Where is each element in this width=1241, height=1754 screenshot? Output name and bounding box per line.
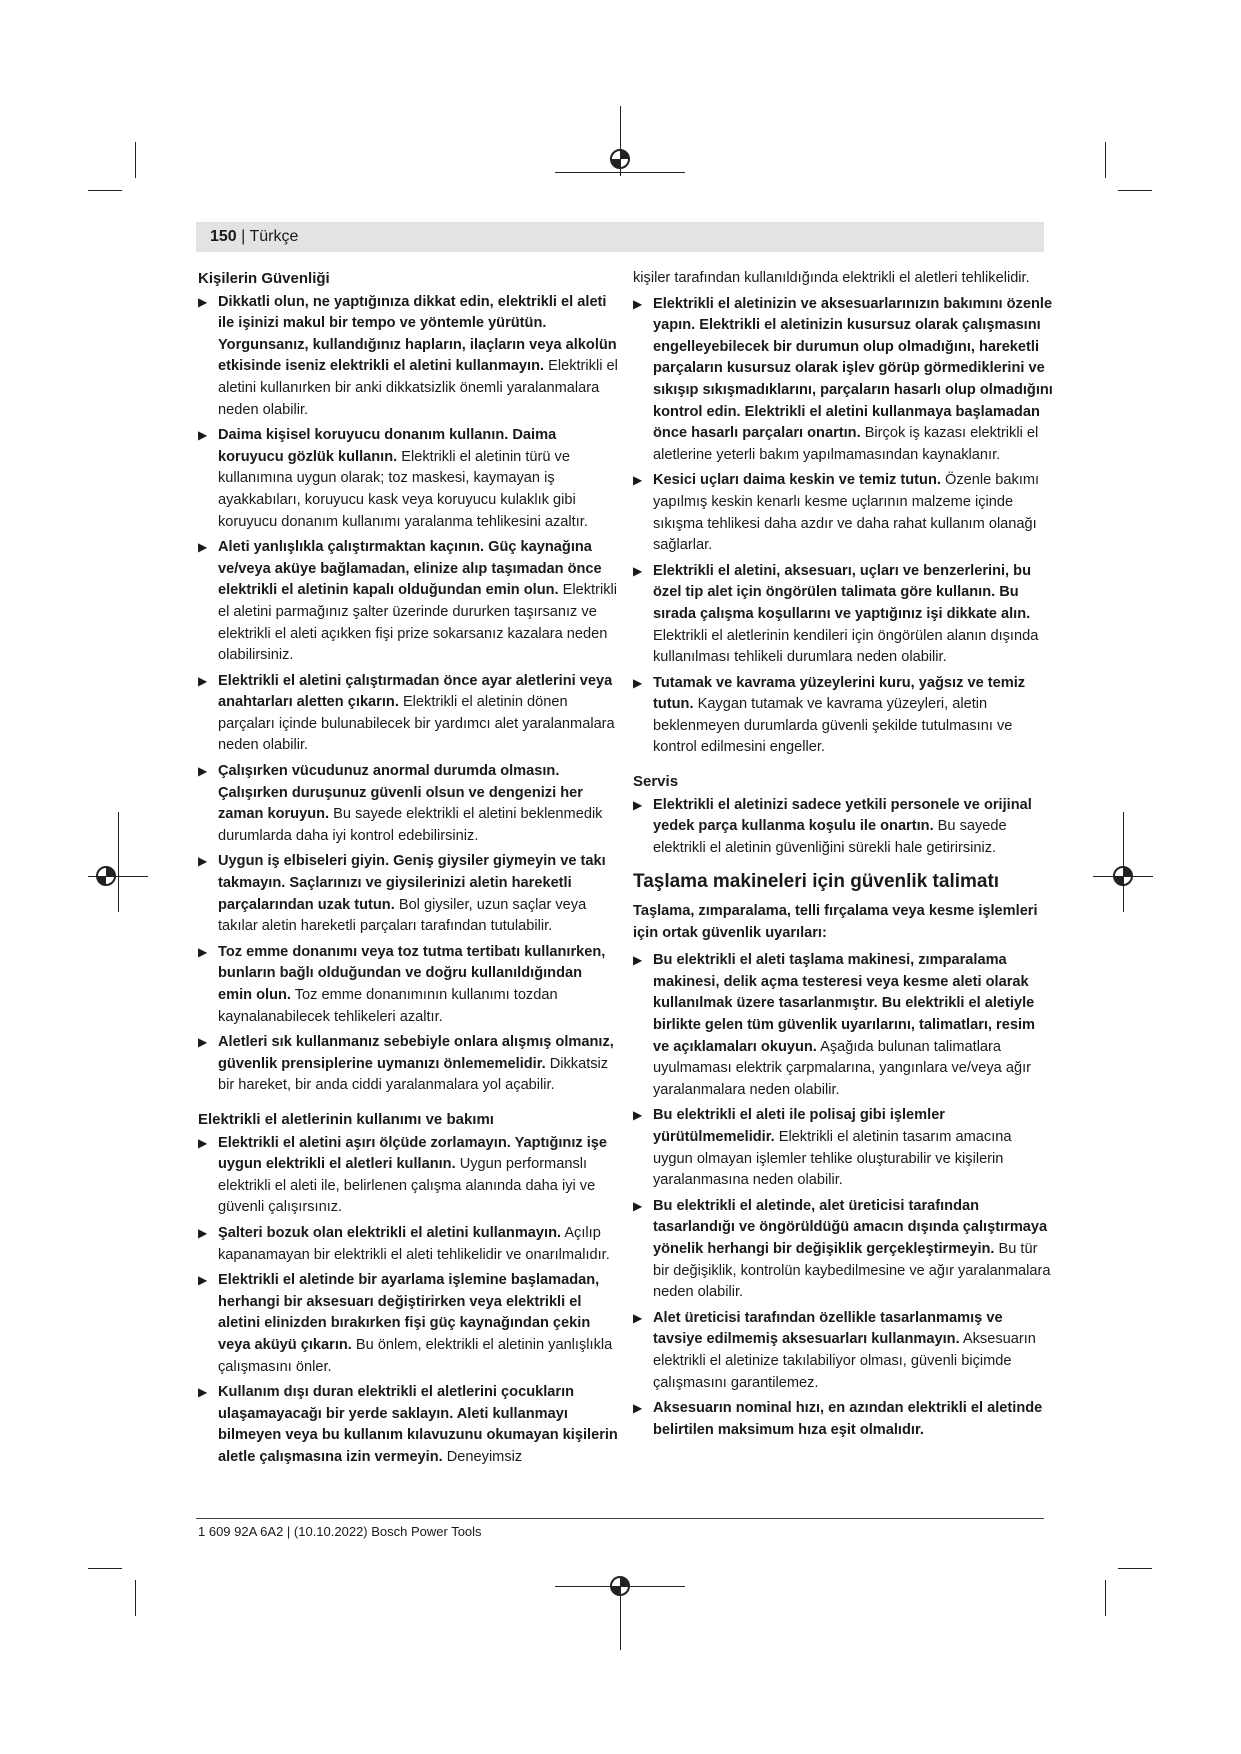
item-text: Kaygan tutamak ve kavrama yüzeyleri, aletin beklenmeyen durumlarda güvenli şekilde tutulmasını ve kontrol edilmesini engeller. [653, 696, 1013, 756]
registration-target-icon [93, 863, 119, 889]
list-item [198, 537, 618, 667]
list-item [198, 1382, 618, 1468]
bullet-arrow-icon: ▶ [198, 1385, 208, 1400]
page-number: 150 [210, 228, 237, 245]
item-bold-text: Dikkatli olun, ne yaptığınıza dikkat edin, elektrikli el aleti ile işinizi makul bir tempo ve yöntemle yürütün. Yorgunsanız, kullandığınız hapların, ilaçların veya alkolün etkisinde iseniz elektrikli el aletini kullanmayın. [218, 293, 617, 375]
item-bold-text: Aleti yanlışlıkla çalıştırmaktan kaçının. Güç kaynağına ve/veya aküye bağlamadan, elinize alıp taşımadan önce elektrikli el aletinin kapalı olduğundan emin olun. [218, 539, 602, 599]
list-item [633, 561, 1053, 669]
crop-mark [1123, 812, 1124, 912]
item-bold-text: Bu elektrikli el aleti ile polisaj gibi işlemler yürütülmemelidir. [653, 1107, 945, 1145]
item-text: Uygun performanslı elektrikli el aleti ile, belirlenen çalışma alanında daha iyi ve güvenli çalışırsınız. [218, 1156, 596, 1216]
bullet-arrow-icon: ▶ [198, 1035, 208, 1050]
item-text: Aksesuarın elektrikli el aletinize takılabiliyor olması, güvenli biçimde çalışmasını garantilemez. [653, 1331, 1036, 1391]
item-text: Deneyimsiz [442, 1448, 523, 1465]
list-item [633, 294, 1053, 467]
item-text: Bu sayede elektrikli el aletini beklenmedik durumlarda daha iyi kontrol edebilirsiniz. [218, 806, 603, 844]
section-title-personal-safety: Kişilerin Güvenliği [198, 270, 330, 287]
bullet-arrow-icon: ▶ [633, 1108, 643, 1123]
list-item [198, 425, 618, 533]
item-bold-text: Elektrikli el aletini, aksesuarı, uçları ve benzerlerini, bu özel tip alet için öngörülen talimata göre kullanın. Bu sırada çalışma koşullarını ve yaptığınız işi dikkate alın. [653, 562, 1031, 622]
crop-mark [135, 142, 136, 178]
item-bold-text: Kesici uçları daima keskin ve temiz tutun. [653, 472, 941, 489]
list-item [633, 1308, 1053, 1394]
bullet-arrow-icon: ▶ [633, 473, 643, 488]
list-item [633, 795, 1053, 860]
section-title-grinder-safety: Taşlama makineleri için güvenlik talimatı [633, 871, 1000, 893]
item-bold-text: Elektrikli el aletinizi sadece yetkili personele ve orijinal yedek parça kullanma koşulu ile onartın. [653, 796, 1032, 835]
list-item [198, 1032, 618, 1097]
item-bold-text: Elektrikli el aletinizin ve aksesuarlarınızın bakımını özenle yapın. Elektrikli el aletinizin kusursuz olarak çalışmasını engelleyebilecek bir durumun olup olmadığını, hareketli parçaların kusursuz olarak işlev görüp görmediklerini ve sıkışıp sıkışmadıklarını, parçaların hasarlı olup olmadığını kontrol edin. Elektrikli el aletini kullanmaya başlamadan önce hasarlı parçaları onartın. [653, 295, 1053, 442]
item-bold-text: Elektrikli el aletini çalıştırmadan önce ayar aletlerini veya anahtarları aletten çıkarın. [218, 672, 613, 711]
bullet-arrow-icon: ▶ [198, 428, 208, 443]
item-bold-text: Bu elektrikli el aletinde, alet üreticisi tarafından tasarlandığı ve öngörüldüğü amacın dışında çalıştırmaya yönelik herhangi bir değişiklik gerçekleştirmeyin. [653, 1197, 1048, 1257]
list-item [633, 1196, 1053, 1304]
item-bold-text: Kullanım dışı duran elektrikli el aletlerini çocukların ulaşamayacağı bir yerde saklayın. Aleti kullanmayı bilmeyen veya bu kullanım kılavuzunu okumayan kişilerin aletle çalışmasına izin vermeyin. [218, 1384, 618, 1465]
right-column [633, 268, 1053, 1445]
item-text: Elektrikli el aletinin türü ve kullanımına uygun olarak; toz maskesi, kaymayan iş ayakkabıları, koruyucu kask veya koruyucu kulaklık gibi koruyucu donanım kullanımı yaralanma tehlikesini azaltır. [218, 448, 588, 530]
bullet-arrow-icon: ▶ [198, 540, 208, 555]
registration-target-icon [607, 146, 633, 172]
item-text: Dikkatsiz bir hareket, bir anda ciddi yaralanmalara yol açabilir. [218, 1055, 609, 1094]
item-bold-text: Toz emme donanımı veya toz tutma tertibatı kullanırken, bunların bağlı olduğundan ve doğru kullanıldığından emin olun. [218, 943, 606, 1003]
continued-text: kişiler tarafından kullanıldığında elektrikli el aletleri tehlikelidir. [633, 270, 1030, 286]
crop-mark [1105, 142, 1106, 178]
item-bold-text: Alet üreticisi tarafından özellikle tasarlanmamış ve tavsiye edilmemiş aksesuarları kullanmayın. [653, 1309, 1003, 1348]
list-item [198, 942, 618, 1028]
bullet-arrow-icon: ▶ [633, 563, 643, 578]
list-item [198, 761, 618, 847]
footer-rule [196, 1518, 1044, 1519]
bullet-arrow-icon: ▶ [633, 675, 643, 690]
item-text: Bol giysiler, uzun saçlar veya takılar aletin hareketli parçaları tarafından tutulabilir. [218, 896, 587, 935]
item-bold-text: Çalışırken vücudunuz anormal durumda olmasın. Çalışırken duruşunuz güvenli olsun ve dengenizi her zaman koruyun. [218, 763, 583, 823]
list-item [633, 1398, 1053, 1441]
section-title-service: Servis [633, 773, 679, 791]
grinder-safety-list [633, 950, 1053, 1441]
list-item [633, 950, 1053, 1101]
item-text: Elektrikli el aletini parmağınız şalter üzerinde dururken taşırsanız ve elektrikli el aleti açıkken fişi prize sokarsanız kazalara neden olabilirsiniz. [218, 582, 617, 664]
item-text: Aşağıda bulunan talimatlara uyulmaması elektrik çarpmalarına, yangınlara ve/veya ağır yaralanmalara neden olabilir. [653, 1038, 1031, 1098]
bullet-arrow-icon: ▶ [198, 1225, 208, 1240]
bullet-arrow-icon: ▶ [198, 1273, 208, 1288]
item-text: Elektrikli el aletinin tasarım amacına uygun olmayan işlemler tehlike oluşturabilir ve kişilerin yaralanmasına neden olabilir. [653, 1128, 1012, 1189]
tool-care-list [633, 294, 1053, 759]
item-bold-text: Bu elektrikli el aleti taşlama makinesi, zımparalama makinesi, delik açma testeresi veya kesme aleti olarak kullanılmak üzere tasarlanmıştır. Bu elektrikli el aletiyle birlikte gelen tüm güvenlik uyarılarını, talimatları, resim ve açıklamaları okuyun. [653, 952, 1035, 1055]
item-text: Bu tür bir değişiklik, kontrolün kaybedilmesine ve ağır yaralanmalara neden olabilir. [653, 1240, 1051, 1301]
list-item [633, 673, 1053, 759]
item-bold-text: Elektrikli el aletinde bir ayarlama işlemine başlamadan, herhangi bir aksesuarı değiştirirken veya elektrikli el aletini elinizden bırakırken fişi güç kaynağından çekin veya aküyü çıkarın. [218, 1272, 600, 1353]
item-text: Elektrikli el aletinin dönen parçaları içinde bulunabilecek bir yardımcı alet yaralanmalara neden olabilir. [218, 694, 615, 754]
page-header [196, 222, 1044, 252]
page-language: Türkçe [249, 228, 299, 245]
bullet-arrow-icon: ▶ [633, 797, 643, 812]
registration-target-icon [1110, 863, 1136, 889]
bullet-arrow-icon: ▶ [633, 1401, 643, 1416]
crop-mark [135, 1580, 136, 1616]
crop-mark [1118, 190, 1152, 191]
item-text: Elektrikli el aletini kullanırken bir anki dikkatsizlik önemli yaralanmalara neden olabilir. [218, 358, 618, 418]
item-bold-text: Tutamak ve kavrama yüzeylerini kuru, yağsız ve temiz tutun. [653, 674, 1026, 713]
tool-use-list [198, 1133, 618, 1469]
crop-mark [1118, 1568, 1152, 1569]
item-text: Bu sayede elektrikli el aletinin güvenliğini sürekli hale getirirsiniz. [653, 818, 1007, 856]
service-list [633, 795, 1053, 860]
bullet-arrow-icon: ▶ [198, 1135, 208, 1150]
item-bold-text: Daima kişisel koruyucu donanım kullanın. Daima koruyucu gözlük kullanın. [218, 427, 557, 465]
bullet-arrow-icon: ▶ [633, 296, 643, 311]
page-footer: 1 609 92A 6A2 | (10.10.2022) Bosch Power Tools [198, 1524, 482, 1539]
list-item [198, 671, 618, 757]
bullet-arrow-icon: ▶ [633, 1310, 643, 1325]
bullet-arrow-icon: ▶ [198, 764, 208, 779]
crop-mark [1105, 1580, 1106, 1616]
personal-safety-list [198, 292, 618, 1097]
list-item [633, 1105, 1053, 1191]
item-bold-text: Aksesuarın nominal hızı, en azından elektrikli el aletinde belirtilen maksimum hıza eşit olmalıdır. [653, 1400, 1043, 1438]
item-bold-text: Elektrikli el aletini aşırı ölçüde zorlamayın. Yaptığınız işe uygun elektrikli el aletleri kullanın. [218, 1134, 608, 1173]
item-text: Bu önlem, elektrikli el aletinin yanlışlıkla çalışmasını önler. [218, 1336, 613, 1375]
left-column [198, 268, 618, 1472]
bullet-arrow-icon: ▶ [198, 944, 208, 959]
list-item [633, 470, 1053, 556]
bullet-arrow-icon: ▶ [198, 673, 208, 688]
bullet-arrow-icon: ▶ [633, 953, 643, 968]
bullet-arrow-icon: ▶ [198, 294, 208, 309]
list-item [198, 292, 618, 422]
item-text: Açılıp kapanamayan bir elektrikli el aleti tehlikelidir ve onarılmalıdır. [218, 1224, 610, 1263]
item-bold-text: Aletleri sık kullanmanız sebebiyle onlara alışmış olmanız, güvenlik prensiplerine uymanızı önlememelidir. [218, 1034, 614, 1072]
item-bold-text: Şalteri bozuk olan elektrikli el aletini kullanmayın. [218, 1224, 562, 1241]
list-item [198, 1270, 618, 1378]
header-separator: | [241, 228, 250, 245]
crop-mark [118, 812, 119, 912]
item-text: Elektrikli el aletlerinin kendileri için öngörülen alanın dışında kullanılması tehlikeli durumlara neden olabilir. [653, 627, 1039, 666]
list-item [198, 1133, 618, 1219]
item-bold-text: Uygun iş elbiseleri giyin. Geniş giysiler giymeyin ve takı takmayın. Saçlarınızı ve giysilerinizi aletin hareketli parçalarından uzak tutun. [218, 853, 606, 913]
registration-target-icon [607, 1573, 633, 1599]
bullet-arrow-icon: ▶ [198, 854, 208, 869]
list-item [198, 851, 618, 937]
bullet-arrow-icon: ▶ [633, 1198, 643, 1213]
crop-mark [88, 1568, 122, 1569]
grinder-intro: Taşlama, zımparalama, telli fırçalama veya kesme işlemleri için ortak güvenlik uyarıları: [633, 903, 1038, 941]
section-title-tool-use: Elektrikli el aletlerinin kullanımı ve bakımı [198, 1110, 494, 1128]
item-text: Toz emme donanımının kullanımı tozdan kaynalanabilecek tehlikeleri azaltır. [218, 987, 558, 1025]
item-text: Birçok iş kazası elektrikli el aletlerine yeterli bakım yapılmamasından kaynaklanır. [653, 425, 1039, 463]
list-item [198, 1223, 618, 1266]
crop-mark [88, 190, 122, 191]
item-text: Özenle bakımı yapılmış keskin kenarlı kesme uçlarının malzeme içinde sıkışma tehlikesi daha azdır ve daha rahat kullanım olanağı sağlarlar. [653, 472, 1040, 554]
